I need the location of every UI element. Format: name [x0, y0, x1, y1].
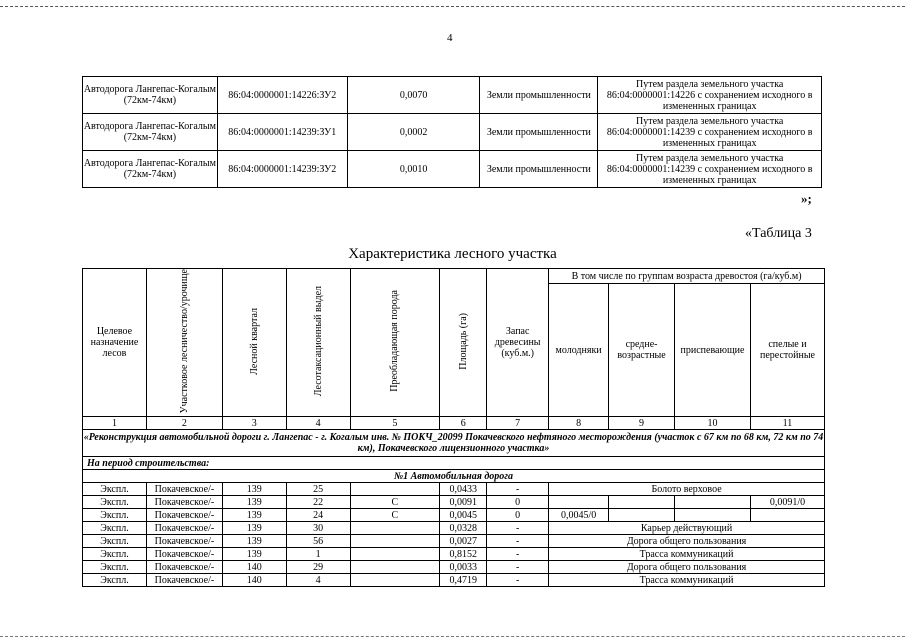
quarter-cell: 139	[222, 535, 286, 548]
closing-quote: »;	[801, 191, 812, 206]
road-cell: Автодорога Лангепас-Когалым (72км-74км)	[83, 151, 218, 188]
young-header: молодняки	[549, 284, 609, 417]
period-label: На период строительства:	[83, 457, 825, 470]
land-type-cell: Карьер действующий	[549, 522, 825, 535]
species-cell	[350, 574, 440, 587]
category-cell: Земли промышленности	[480, 77, 598, 114]
land-type-cell: Дорога общего пользования	[549, 535, 825, 548]
maturing-cell	[675, 509, 751, 522]
quarter-cell: 139	[222, 522, 286, 535]
purpose-cell: Экспл.	[83, 496, 147, 509]
maturing-header: приспевающие	[675, 284, 751, 417]
district-cell: Покачевское/-	[146, 509, 222, 522]
area-cell: 0,0002	[347, 114, 480, 151]
method-cell: Путем раздела земельного участка 86:04:0000001:14239 с сохранением исходного в измененных границах	[598, 151, 822, 188]
table-row	[83, 114, 822, 151]
mature-header: спелые и перестойные	[750, 284, 824, 417]
species-cell	[350, 522, 440, 535]
district-cell: Покачевское/-	[146, 522, 222, 535]
col-number: 1	[83, 417, 147, 430]
area-header-text: Площадь (га)	[457, 312, 469, 370]
col-number: 4	[286, 417, 350, 430]
district-header-text: Участковое лесничество/урочище	[178, 269, 190, 414]
project-row	[83, 430, 825, 457]
middle-cell	[609, 509, 675, 522]
table-row	[83, 151, 822, 188]
table-row	[83, 548, 825, 561]
land-type-cell: Трасса коммуникаций	[549, 574, 825, 587]
area-header	[440, 269, 487, 417]
quarter-cell: 140	[222, 561, 286, 574]
area-cell: 0,8152	[440, 548, 487, 561]
table-row	[83, 574, 825, 587]
stock-cell: -	[487, 483, 549, 496]
species-cell	[350, 548, 440, 561]
category-cell: Земли промышленности	[480, 114, 598, 151]
category-cell: Земли промышленности	[480, 151, 598, 188]
col-number: 7	[487, 417, 549, 430]
stock-cell: -	[487, 535, 549, 548]
land-plots-table	[82, 76, 822, 188]
section-cell: 24	[286, 509, 350, 522]
species-header-text: Преобладающая порода	[389, 290, 401, 393]
stock-cell: -	[487, 574, 549, 587]
species-cell	[350, 561, 440, 574]
table-row	[83, 509, 825, 522]
stock-header: Запас древесины (куб.м.)	[487, 269, 549, 417]
area-cell: 0,4719	[440, 574, 487, 587]
section-cell: 22	[286, 496, 350, 509]
table-row	[83, 561, 825, 574]
quarter-cell: 139	[222, 548, 286, 561]
mature-cell: 0,0091/0	[750, 496, 824, 509]
purpose-cell: Экспл.	[83, 574, 147, 587]
young-cell	[549, 496, 609, 509]
maturing-cell	[675, 496, 751, 509]
area-cell: 0,0433	[440, 483, 487, 496]
table-row	[83, 535, 825, 548]
table-row	[83, 522, 825, 535]
district-cell: Покачевское/-	[146, 483, 222, 496]
middle-header: средне-возрастные	[609, 284, 675, 417]
mature-cell	[750, 509, 824, 522]
stock-cell: 0	[487, 496, 549, 509]
quarter-header-text: Лесной квартал	[248, 307, 260, 375]
stock-cell: 0	[487, 509, 549, 522]
col-number: 3	[222, 417, 286, 430]
land-type-cell: Болото верховое	[549, 483, 825, 496]
quarter-cell: 139	[222, 509, 286, 522]
district-cell: Покачевское/-	[146, 535, 222, 548]
section-cell: 25	[286, 483, 350, 496]
species-cell	[350, 483, 440, 496]
area-cell: 0,0328	[440, 522, 487, 535]
purpose-header: Целевое назначение лесов	[83, 269, 147, 417]
land-type-cell: Дорога общего пользования	[549, 561, 825, 574]
col-number: 8	[549, 417, 609, 430]
method-cell: Путем раздела земельного участка 86:04:0000001:14226 с сохранением исходного в измененных границах	[598, 77, 822, 114]
method-cell: Путем раздела земельного участка 86:04:0000001:14239 с сохранением исходного в измененных границах	[598, 114, 822, 151]
district-cell: Покачевское/-	[146, 574, 222, 587]
purpose-cell: Экспл.	[83, 548, 147, 561]
middle-cell	[609, 496, 675, 509]
table-label: «Таблица 3	[745, 226, 812, 241]
col-number: 9	[609, 417, 675, 430]
table-row	[83, 77, 822, 114]
district-cell: Покачевское/-	[146, 548, 222, 561]
section-header	[286, 269, 350, 417]
section-cell: 4	[286, 574, 350, 587]
object-row	[83, 470, 825, 483]
species-header	[350, 269, 440, 417]
district-header	[146, 269, 222, 417]
stock-cell: -	[487, 548, 549, 561]
quarter-cell: 139	[222, 483, 286, 496]
area-cell: 0,0070	[347, 77, 480, 114]
young-cell: 0,0045/0	[549, 509, 609, 522]
column-number-row	[83, 417, 825, 430]
road-cell: Автодорога Лангепас-Когалым (72км-74км)	[83, 114, 218, 151]
top-edge-line	[0, 6, 905, 7]
area-cell: 0,0045	[440, 509, 487, 522]
section-cell: 1	[286, 548, 350, 561]
cadastral-cell: 86:04:0000001:14226:ЗУ2	[217, 77, 347, 114]
col-number: 5	[350, 417, 440, 430]
table-row	[83, 483, 825, 496]
col-number: 11	[750, 417, 824, 430]
age-groups-header: В том числе по группам возраста древостоя (га/куб.м)	[549, 269, 825, 284]
cadastral-cell: 86:04:0000001:14239:ЗУ2	[217, 151, 347, 188]
road-cell: Автодорога Лангепас-Когалым (72км-74км)	[83, 77, 218, 114]
quarter-cell: 140	[222, 574, 286, 587]
area-cell: 0,0027	[440, 535, 487, 548]
purpose-cell: Экспл.	[83, 522, 147, 535]
district-cell: Покачевское/-	[146, 496, 222, 509]
species-cell: С	[350, 496, 440, 509]
section-header-text: Лесотаксационный выдел	[312, 286, 324, 397]
species-cell	[350, 535, 440, 548]
col-number: 10	[675, 417, 751, 430]
project-name: «Реконструкция автомобильной дороги г. Лангепас - г. Когалым инв. № ПОКЧ_20099 Покачевского нефтяного месторождения (участок с 67 км по 68 км, 72 км по 74 км), Покачевского лицензионного участка»	[83, 430, 825, 457]
forest-plot-table	[82, 268, 825, 587]
quarter-header	[222, 269, 286, 417]
district-cell: Покачевское/-	[146, 561, 222, 574]
area-cell: 0,0091	[440, 496, 487, 509]
page-number: 4	[447, 32, 453, 44]
cadastral-cell: 86:04:0000001:14239:ЗУ1	[217, 114, 347, 151]
bottom-edge-line	[0, 636, 905, 637]
object-label: №1 Автомобильная дорога	[83, 470, 825, 483]
species-cell: С	[350, 509, 440, 522]
purpose-cell: Экспл.	[83, 483, 147, 496]
purpose-cell: Экспл.	[83, 509, 147, 522]
purpose-cell: Экспл.	[83, 561, 147, 574]
quarter-cell: 139	[222, 496, 286, 509]
header-row	[83, 269, 825, 284]
section-cell: 29	[286, 561, 350, 574]
land-type-cell: Трасса коммуникаций	[549, 548, 825, 561]
period-row	[83, 457, 825, 470]
col-number: 6	[440, 417, 487, 430]
stock-cell: -	[487, 522, 549, 535]
section-cell: 30	[286, 522, 350, 535]
col-number: 2	[146, 417, 222, 430]
section-cell: 56	[286, 535, 350, 548]
table-title: Характеристика лесного участка	[348, 246, 557, 262]
area-cell: 0,0033	[440, 561, 487, 574]
table-row	[83, 496, 825, 509]
purpose-cell: Экспл.	[83, 535, 147, 548]
stock-cell: -	[487, 561, 549, 574]
area-cell: 0,0010	[347, 151, 480, 188]
